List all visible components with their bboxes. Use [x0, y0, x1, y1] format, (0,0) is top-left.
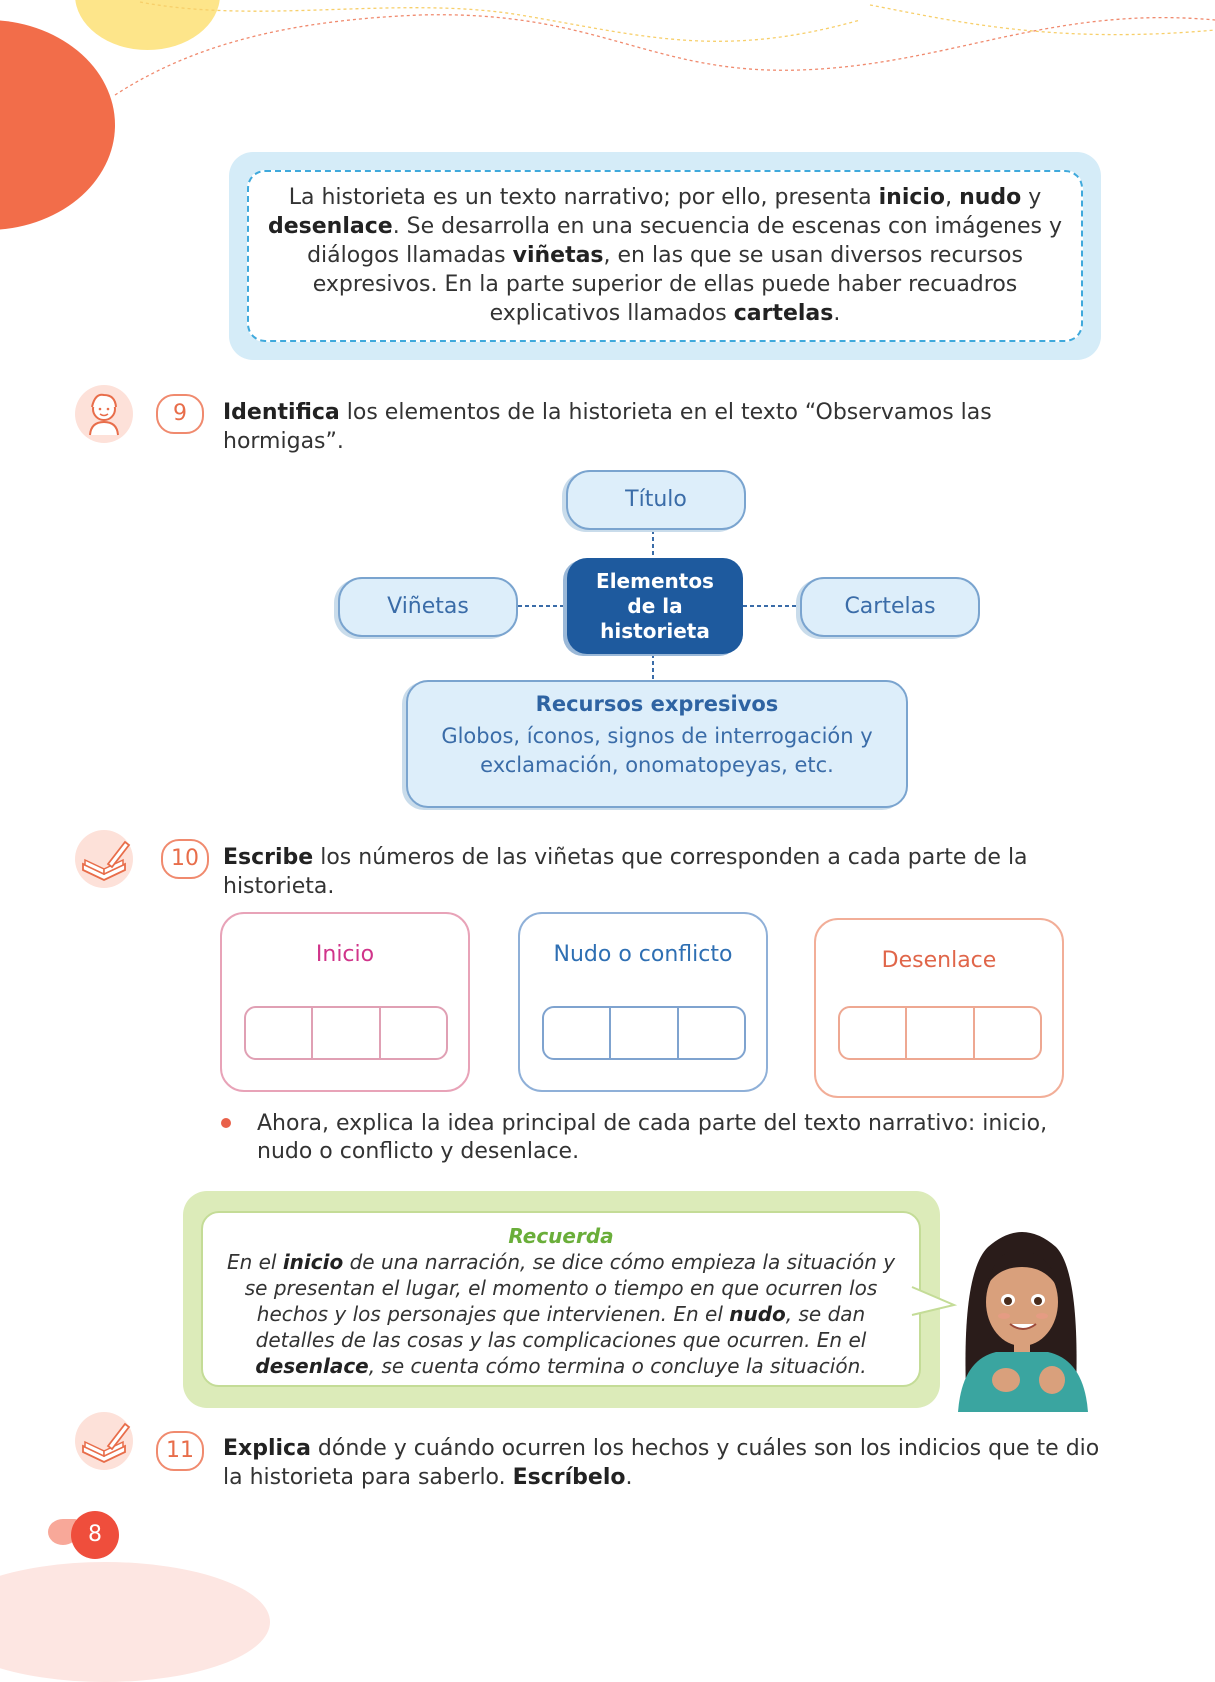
concept-node-recursos — [406, 680, 908, 808]
activity-10-instruction: Escribe los números de las viñetas que corresponden a cada parte de la historieta. — [223, 845, 1028, 899]
answer-cell[interactable] — [246, 1008, 313, 1058]
center-line-1: Elementos — [596, 568, 714, 593]
center-line-3: historieta — [600, 618, 710, 643]
answer-cells-nudo — [542, 1006, 746, 1060]
recuerda-content — [201, 1211, 921, 1387]
page-number: 8 — [71, 1511, 119, 1559]
answer-cell[interactable] — [840, 1008, 907, 1058]
concept-node-titulo: Título — [566, 470, 746, 530]
answer-cell[interactable] — [313, 1008, 380, 1058]
bullet-instruction: Ahora, explica la idea principal de cada parte del texto narrativo: inicio, nudo o conflicto y desenlace. — [257, 1111, 1048, 1164]
part-label-nudo: Nudo o conflicto — [553, 942, 733, 967]
answer-cell[interactable] — [975, 1008, 1040, 1058]
part-box-nudo — [518, 912, 768, 1092]
answer-cells-desenlace — [838, 1006, 1042, 1060]
answer-cell[interactable] — [611, 1008, 678, 1058]
recuerda-text: En el inicio de una narración, se dice cómo empieza la situación y se presentan el lugar, el momento o tiempo en que ocurren los hechos y los personajes que intervienen. En el nudo, se dan detalles de las cosas y las complicaciones que ocurren. En el desenlace, se cuenta cómo termina o concluye la situación. — [226, 1250, 896, 1378]
answer-cell[interactable] — [381, 1008, 446, 1058]
activity-number-badge: 10 — [161, 839, 209, 879]
recursos-text: Globos, íconos, signos de interrogación y exclamación, onomatopeyas, etc. — [441, 724, 873, 777]
concept-node-vinetas: Viñetas — [338, 577, 518, 637]
activity-number-badge: 11 — [156, 1431, 204, 1471]
part-box-inicio — [220, 912, 470, 1092]
center-line-2: de la — [627, 593, 683, 618]
part-label-desenlace: Desenlace — [881, 948, 997, 973]
concept-node-center — [567, 558, 743, 654]
concept-node-cartelas: Cartelas — [800, 577, 980, 637]
bullet-dot — [221, 1118, 231, 1128]
part-box-desenlace — [814, 918, 1064, 1098]
part-label-inicio: Inicio — [315, 942, 375, 967]
writing-book-icon — [75, 830, 133, 888]
writing-book-icon — [75, 1412, 133, 1470]
decorative-blob-bottom — [0, 1562, 270, 1682]
answer-cell[interactable] — [679, 1008, 744, 1058]
activity-9-instruction: Identifica los elementos de la historieta en el texto “Observamos las hormigas”. — [223, 400, 992, 454]
activity-number-badge: 9 — [156, 394, 204, 434]
definition-text: La historieta es un texto narrativo; por ello, presenta inicio, nudo y desenlace. Se desarrolla en una secuencia de escenas con imágenes y diálogos llamadas viñetas, en las que se usan diversos recursos expresivos. En la parte superior de ellas puede haber recuadros explicativos llamados cartelas. — [247, 170, 1083, 342]
recursos-title: Recursos expresivos — [535, 692, 779, 716]
recuerda-title: Recuerda — [508, 1224, 614, 1248]
activity-11-instruction: Explica dónde y cuándo ocurren los hechos y cuáles son los indicios que te dio la historieta para saberlo. Escríbelo. — [223, 1436, 1100, 1490]
answer-cell[interactable] — [907, 1008, 974, 1058]
girl-illustration — [948, 1212, 1096, 1412]
recuerda-box — [183, 1191, 940, 1408]
answer-cell[interactable] — [544, 1008, 611, 1058]
answer-cells-inicio — [244, 1006, 448, 1060]
